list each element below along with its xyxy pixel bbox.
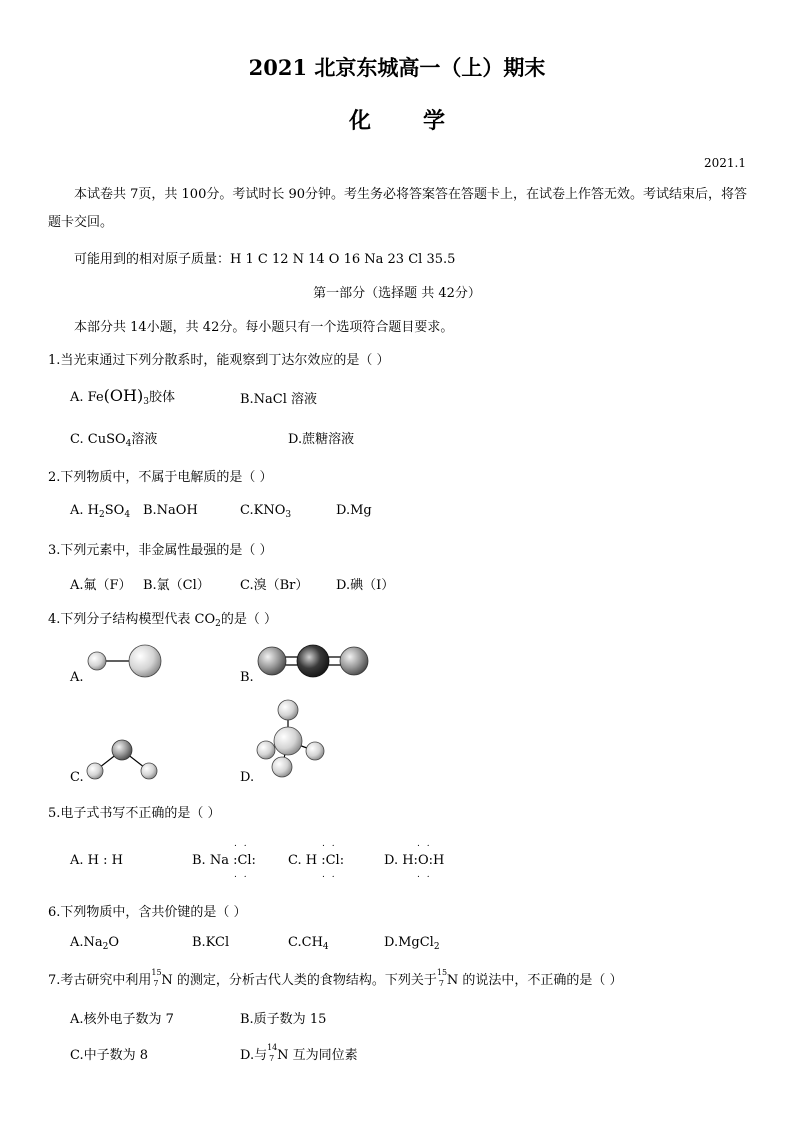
q5-option-c: C. H :Cl: bbox=[288, 853, 345, 868]
q5-b-dots-top: . . bbox=[234, 839, 249, 849]
q2-a-sub2: 4 bbox=[124, 510, 131, 520]
part1-instruction: 本部分共 14小题，共 42分。每小题只有一个选项符合题目要求。 bbox=[74, 320, 454, 335]
q6-a-prefix: A.Na bbox=[70, 935, 103, 950]
atomic-masses: 可能用到的相对原子质量：H 1 C 12 N 14 O 16 Na 23 Cl 35.5 bbox=[74, 252, 456, 267]
model-d bbox=[257, 700, 324, 777]
q1-c-suffix: 溶液 bbox=[131, 432, 158, 447]
part1-heading: 第一部分（选择题 共 42分） bbox=[313, 286, 481, 301]
q5-option-b: B. Na :Cl: bbox=[192, 853, 256, 868]
q6-d-sub: 2 bbox=[433, 942, 440, 952]
model-a bbox=[88, 645, 161, 677]
q7-option-c: C.中子数为 8 bbox=[70, 1048, 149, 1063]
q7-isotope-2 bbox=[436, 967, 448, 989]
q2-c-sub: 3 bbox=[285, 510, 292, 520]
exam-notice: 本试卷共 7页，共 100分。考试时长 90分钟。考生务必将答案答在答题卡上，在试卷上作答无效。考试结束后，将答题卡交回。 bbox=[48, 187, 748, 230]
q3-option-b: B.氯（Cl） bbox=[143, 578, 210, 593]
q7-option-a: A.核外电子数为 7 bbox=[70, 1012, 174, 1027]
model-c bbox=[87, 740, 157, 779]
q6-a-suffix: O bbox=[108, 935, 120, 950]
q7-iso2-z: 7 bbox=[438, 978, 445, 988]
page-title: 2021 北京东城高一（上）期末 bbox=[248, 55, 546, 80]
q3-option-a: A.氟（F） bbox=[70, 578, 132, 593]
question-2-stem: 2.下列物质中，不属于电解质的是（ ） bbox=[48, 470, 273, 485]
q2-a-mid: SO bbox=[104, 503, 125, 518]
q5-d-dots-top: . . bbox=[417, 839, 432, 849]
q4-option-c: C. bbox=[70, 770, 84, 785]
q5-option-a: A. H : H bbox=[70, 853, 123, 868]
q7-option-d bbox=[240, 1044, 358, 1064]
q7-option-b: B.质子数为 15 bbox=[240, 1012, 327, 1027]
question-7-stem bbox=[48, 969, 623, 989]
question-1-stem: 1.当光束通过下列分散系时，能观察到丁达尔效应的是（ ） bbox=[48, 353, 390, 368]
q4-option-d: D. bbox=[240, 770, 255, 785]
q2-a-prefix: A. H bbox=[70, 503, 99, 518]
q4-stem-sub: 2 bbox=[215, 619, 221, 629]
q7-stem-suffix: N 的说法中，不正确的是（ ） bbox=[446, 973, 623, 988]
q2-c-prefix: C.KNO bbox=[240, 503, 286, 518]
q7-d-z: 7 bbox=[269, 1053, 275, 1063]
q1-c-sub: 4 bbox=[125, 439, 132, 449]
q7-d-suffix: N 互为同位素 bbox=[277, 1048, 358, 1063]
q5-c-dots-top: . . bbox=[322, 839, 337, 849]
q6-option-b: B.KCl bbox=[192, 935, 230, 950]
q7-iso-mass: 15 bbox=[151, 967, 162, 977]
q4-option-a: A. bbox=[70, 670, 84, 685]
question-3-stem: 3.下列元素中，非金属性最强的是（ ） bbox=[48, 543, 273, 558]
q5-option-d: D. H:O:H bbox=[384, 853, 445, 868]
q6-option-c bbox=[288, 935, 329, 952]
q1-a-sub: 3 bbox=[143, 397, 149, 407]
q1-a-paren: (OH) bbox=[103, 386, 144, 405]
q2-option-b: B.NaOH bbox=[143, 503, 198, 518]
q6-option-d bbox=[384, 935, 440, 952]
q6-option-a bbox=[70, 935, 119, 952]
q4-stem-suffix: 的是（ ） bbox=[220, 612, 278, 627]
q1-a-prefix: A. Fe bbox=[70, 390, 104, 405]
q4-option-b: B. bbox=[240, 670, 254, 685]
q2-option-d: D.Mg bbox=[336, 503, 372, 518]
q7-iso-z: 7 bbox=[153, 978, 159, 988]
q7-d-mass: 14 bbox=[267, 1042, 278, 1052]
q1-option-d: D.蔗糖溶液 bbox=[288, 432, 355, 447]
q4-stem-prefix: 4.下列分子结构模型代表 CO bbox=[48, 612, 216, 627]
q6-c-prefix: C.CH bbox=[288, 935, 323, 950]
question-6-stem: 6.下列物质中，含共价键的是（ ） bbox=[48, 905, 247, 920]
q5-d-dots-bottom: . . bbox=[417, 870, 432, 880]
q6-a-sub: 2 bbox=[102, 942, 109, 952]
question-5-stem: 5.电子式书写不正确的是（ ） bbox=[48, 806, 221, 821]
q2-a-sub1: 2 bbox=[99, 510, 105, 520]
model-b bbox=[258, 645, 368, 677]
q6-c-sub: 4 bbox=[322, 942, 329, 952]
q1-a-suffix: 胶体 bbox=[148, 390, 175, 405]
subject-char-2: 学 bbox=[423, 108, 446, 134]
q5-c-dots-bottom: . . bbox=[322, 870, 337, 880]
exam-date: 2021.1 bbox=[704, 156, 746, 170]
q5-b-dots-bottom: . . bbox=[234, 870, 249, 880]
q6-d-prefix: D.MgCl bbox=[384, 935, 434, 950]
q7-d-prefix: D.与 bbox=[240, 1048, 268, 1063]
q7-isotope-1 bbox=[151, 967, 162, 989]
q3-option-c: C.溴（Br） bbox=[240, 578, 309, 593]
q7-iso2-mass: 15 bbox=[436, 967, 448, 977]
q7-stem-mid: N 的测定，分析古代人类的食物结构。下列关于 bbox=[161, 973, 437, 988]
subject-char-1: 化 bbox=[348, 108, 371, 134]
q1-c-prefix: C. CuSO bbox=[70, 432, 126, 447]
q3-option-d: D.碘（I） bbox=[336, 578, 395, 593]
q7-stem-prefix: 7.考古研究中利用 bbox=[48, 973, 152, 988]
q1-option-b: B.NaCl 溶液 bbox=[240, 392, 318, 407]
q7-d-isotope bbox=[267, 1042, 278, 1064]
